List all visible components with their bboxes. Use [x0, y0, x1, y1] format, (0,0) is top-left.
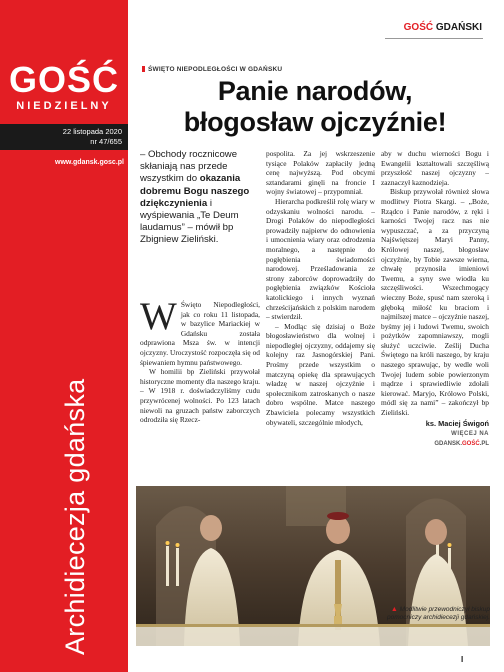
drop-cap: W: [140, 295, 177, 338]
text-column-3: [381, 149, 489, 449]
paragraph: aby w duchu wierności Bogu i Ewangelii kształtowali szczęśliwą przyszłość naszej ojczyzny – zaznaczył kaznodzieja.: [381, 149, 489, 187]
section-label-text: ŚWIĘTO NIEPODLEGŁOŚCI W GDAŃSKU: [148, 66, 283, 73]
article-photo: [136, 486, 490, 646]
author-signature: ks. Maciej Świgoń: [425, 418, 489, 428]
issue-number: nr 47/655: [90, 137, 122, 146]
headline-line-1: Panie narodów,: [217, 76, 413, 106]
issue-info-bar: [0, 124, 128, 150]
text-column-1: [140, 295, 260, 425]
caption-triangle-icon: ▲: [390, 606, 398, 613]
more-site-link[interactable]: [381, 440, 489, 450]
paragraph: Hierarcha podkreślił rolę wiary w odzyskaniu wolności narodu. – Drogi Polaków do niepodległości prowadziły najpierw do odnowienia i umocnienia wiary oraz odrodzenia moralnego, a następnie do pogłębienia świadomości narodowej. Prześladowania ze strony zaborców doprowadziły do pogłębienia związków Kościoła katolickiego i innych wyznań chrześcijańskich z polskim narodem – stwierdził.: [266, 196, 375, 322]
more-site-c: .PL: [479, 440, 489, 447]
section-marker: [142, 66, 145, 72]
regional-brand: [404, 22, 482, 33]
text-column-2: [266, 149, 375, 427]
page-number: I: [461, 655, 464, 664]
photo-caption: [378, 606, 490, 622]
paragraph: pospolita. Za jej wskrzeszenie tysiące Polaków zapłaciły jedną cenę najwyższą. Pod obcymi sztandarami ginęli na froncie I wojny światowej – przypomniał.: [266, 149, 375, 197]
brand-divider: [385, 38, 483, 39]
more-site-b: GOŚĆ: [461, 440, 480, 447]
brand-black-text: GDAŃSKI: [435, 22, 482, 33]
lead-part-1: – Obchody rocznicowe skłaniają nas przede wszystkim do: [140, 149, 238, 185]
paragraph: – Modląc się dzisiaj o Boże błogosławieństwo dla wolnej i niepodległej ojczyzny, oddajemy się kolejny raz Jasnogórskiej Pani. Prośmy przede wszystkim o matczyną opiekę dla sprawujących władzę w naszej ojczyźnie i społecznikom zatroskanych o nasze dobro wspólne. Matce naszego Zbawiciela polecamy wszystkich obywateli, szczególnie młodych,: [266, 321, 375, 427]
caption-text: Modlitwie przewodniczył biskup pomocniczy archidiecezji gdańskiej.: [387, 606, 490, 621]
section-label: [142, 66, 282, 73]
paragraph: W homilii bp Zieliński przywołał historyczne momenty dla naszego kraju. – W 1918 r. doświadczyliśmy cudu przywrócenej wolności. Po 123 latach niewoli na gruzach państw zaborczych odrodziła się Rzecz-: [140, 367, 260, 425]
vertical-section-title: Archidiecezja gdańska: [60, 378, 90, 655]
logo-main-text: GOŚĆ: [8, 59, 119, 100]
issue-date: 22 listopada 2020: [62, 127, 122, 136]
website-link[interactable]: www.gdansk.gosc.pl: [55, 159, 124, 166]
magazine-logo[interactable]: [0, 59, 128, 112]
brand-red-text: GOŚĆ: [403, 22, 434, 33]
article-headline: [140, 76, 490, 138]
logo-sub-text: NIEDZIELNY: [16, 100, 112, 112]
paragraph-text: Święto Niepodległości, jak co roku 11 listopada, w bazylice Mariackiej w Gdańsku została odprawiona Msza św. w intencji ojczyzny. Uroczystość rozpoczęła się od śpiewaniem hymnu państwowego.: [140, 300, 260, 367]
more-site-a: GDANSK.: [434, 440, 462, 447]
mass-photo-illustration: [136, 486, 490, 646]
paragraph: Biskup przywołał również słowa modlitwy Piotra Skargi. – „Boże, Rządco i Panie narodów, z ręki i karności Twojej racz nas nie wypuszczać, a za przyczyną Najświętszej Maryi Panny, Królowej naszej, błogosław ojczyźnie, by Tobie zawsze wierna, chwałę przynosiła imieniowi Twemu, a syny swe wiodła ku szczęśliwości. Wszechmogący wieczny Boże, spusć nam szeroką i głęboką miłość ku braciom i najmilszej matce – ojczyźnie naszej, byśmy jej i ludowi Twemu, swoich pożytków zapomniawszy, mogli służyć uczciwie. Ześlij Ducha Świętego na króli naszego, by kraju naszego sprawując, by wedle woli Twojej ludem sobie powierzonym mądrze i sprawiedliwie zdołali kierować. Maryjo, Królowo Polski, módl się za nami” – zakończył bp Zieliński.: [381, 187, 489, 418]
headline-line-2: błogosław ojczyźnie!: [183, 107, 447, 137]
paragraph: [140, 295, 260, 367]
more-label: WIĘCEJ NA: [451, 431, 489, 438]
lead-bold: okazania dobremu Bogu naszego dziękczynienia: [140, 173, 250, 209]
article-lead: [140, 149, 260, 247]
lead-part-2: i wyśpiewania „Te Deum laudamus” – mówił bp Zbigniew Zieliński.: [140, 197, 239, 246]
